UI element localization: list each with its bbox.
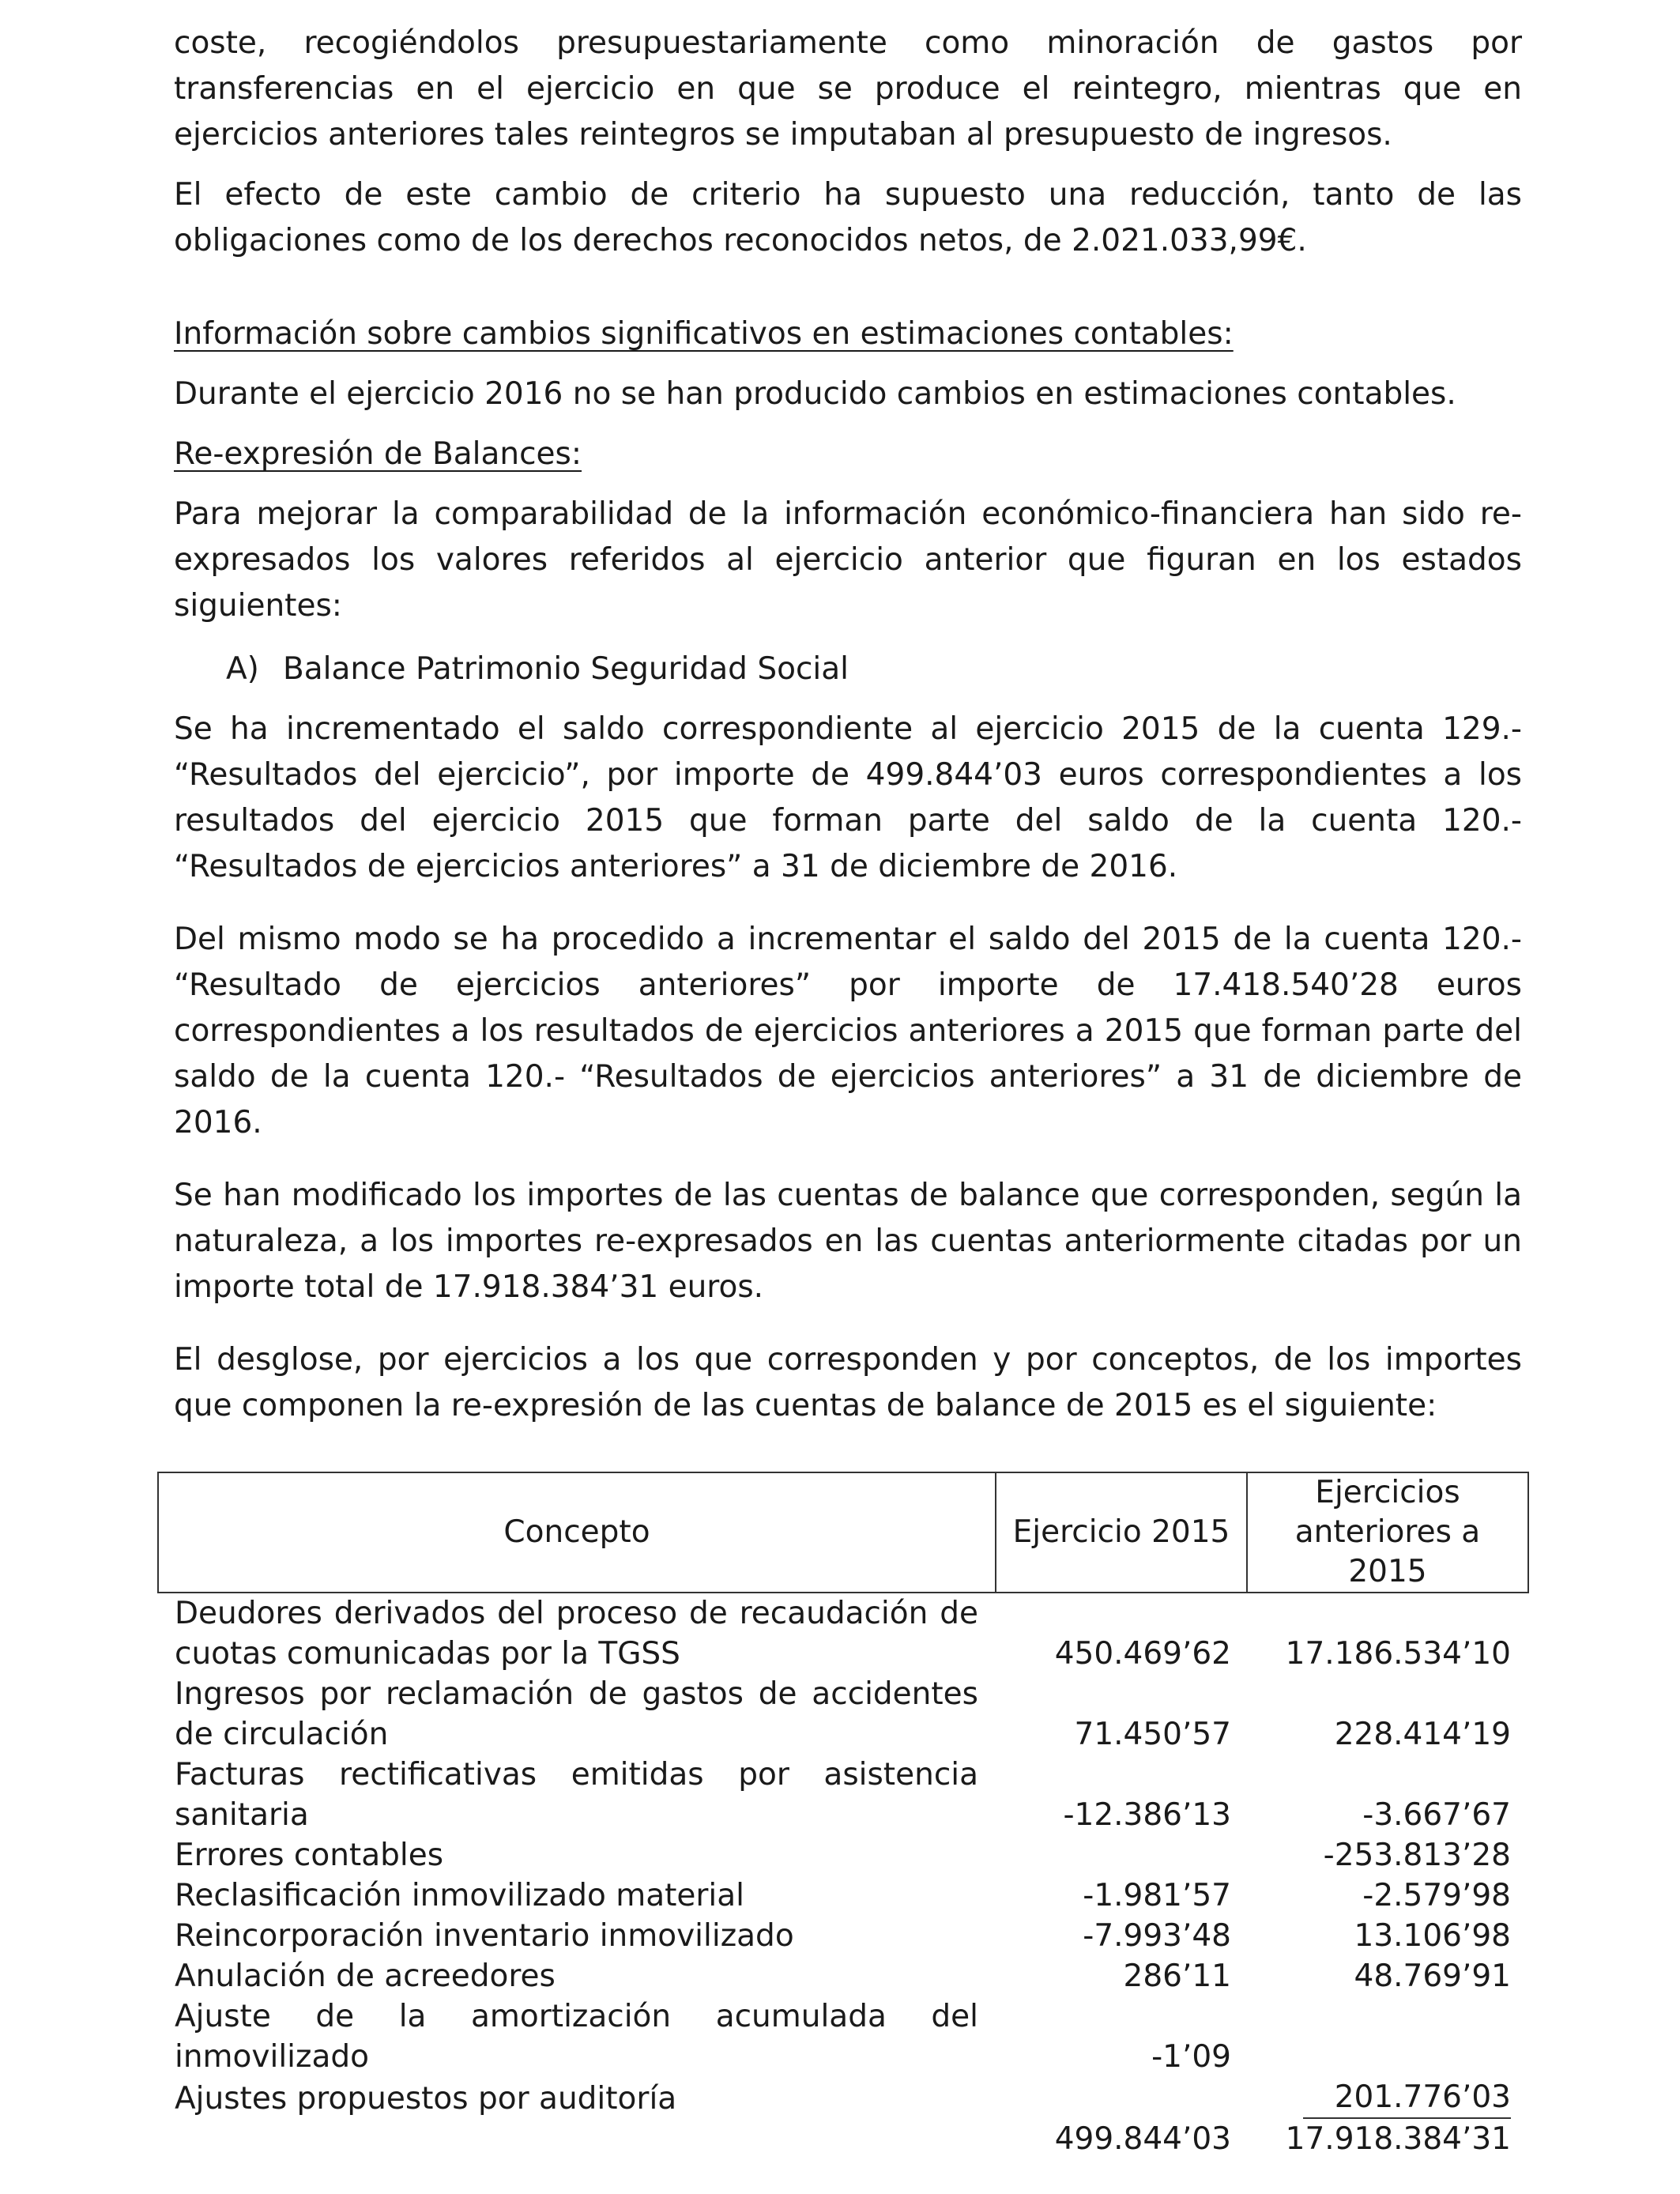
row-concepto: Ajustes propuestos por auditoría (175, 2081, 677, 2117)
row-ejercicio-2015 (996, 1835, 1247, 1875)
row-concepto: Ajuste de la amortización acumulada del inmovilizado (175, 1999, 978, 2075)
paragraph-resultados-ejercicio: Se ha incrementado el saldo correspondiente al ejercicio 2015 de la cuenta 129.- “Resultados del ejercicio”, por importe de 499.844’03 euros correspondientes a los resultados del ejercicio 2015 que forman parte del saldo de la cuenta 120.- “Resultados de ejercicios anteriores” a 31 de diciembre de 2016. (174, 711, 1522, 884)
row-anteriores: -253.813’28 (1323, 1838, 1511, 1873)
paragraph-resultados-anteriores: Del mismo modo se ha procedido a incrementar el saldo del 2015 de la cuenta 120.- “Resultado de ejercicios anteriores” por importe de 17.418.540’28 euros correspondientes a los resultados de ejercicios anteriores a 2015 que forman parte del saldo de la cuenta 120.- “Resultados de ejercicios anteriores” a 31 de diciembre de 2016. (174, 922, 1522, 1140)
table-row (158, 1956, 1528, 1996)
total-label-empty (158, 2119, 996, 2159)
row-ejercicio-2015: 450.469’62 (1054, 1636, 1231, 1672)
row-concepto: Reincorporación inventario inmovilizado (175, 1918, 794, 1954)
row-ejercicio-2015: -7.993’48 (1083, 1918, 1231, 1954)
row-ejercicio-2015: -1.981’57 (1083, 1878, 1231, 1913)
row-ejercicio-2015: -1’09 (1151, 2039, 1231, 2075)
row-anteriores: -2.579’98 (1362, 1878, 1511, 1913)
row-anteriores (1247, 1996, 1528, 2077)
paragraph-desglose: El desglose, por ejercicios a los que corresponden y por conceptos, de los importes que componen la re-expresión de las cuentas de balance de 2015 es el siguiente: (174, 1342, 1522, 1423)
row-anteriores: -3.667’67 (1362, 1797, 1511, 1833)
paragraph-estimaciones: Durante el ejercicio 2016 no se han producido cambios en estimaciones contables. (174, 376, 1456, 412)
table-header-row (158, 1472, 1528, 1593)
row-anteriores: 228.414’19 (1334, 1717, 1511, 1752)
total-anteriores: 17.918.384’31 (1285, 2121, 1511, 2157)
table-row (158, 1755, 1528, 1835)
row-concepto: Anulación de acreedores (175, 1958, 556, 1994)
row-ejercicio-2015 (996, 2077, 1247, 2119)
header-ejercicio-2015: Ejercicio 2015 (996, 1472, 1247, 1593)
paragraph-comparabilidad: Para mejorar la comparabilidad de la información económico-financiera han sido re-expresados los valores referidos al ejercicio anterior que figuran en los estados siguientes: (174, 496, 1522, 624)
row-concepto: Facturas rectificativas emitidas por asistencia sanitaria (175, 1757, 978, 1833)
row-concepto: Deudores derivados del proceso de recaudación de cuotas comunicadas por la TGSS (175, 1596, 978, 1672)
last-value-underlined: 201.776’03 (1303, 2077, 1511, 2119)
subheading-letter: A) (226, 651, 259, 687)
table-total-row (158, 2119, 1528, 2159)
row-anteriores: 17.186.534’10 (1285, 1636, 1511, 1672)
subheading-text: Balance Patrimonio Seguridad Social (283, 651, 849, 687)
table-row (158, 1916, 1528, 1956)
row-anteriores: 48.769’91 (1354, 1958, 1511, 1994)
table-row (158, 1674, 1528, 1755)
header-ejercicios-anteriores: Ejercicios anteriores a 2015 (1247, 1472, 1528, 1593)
row-ejercicio-2015: 71.450’57 (1074, 1717, 1231, 1752)
row-anteriores: 13.106’98 (1354, 1918, 1511, 1954)
paragraph-coste: coste, recogiéndolos presupuestariamente como minoración de gastos por transferencias en el ejercicio en que se produce el reintegro, mientras que en ejercicios anteriores tales reintegros se imputaban al presupuesto de ingresos. (174, 25, 1522, 153)
total-ejercicio-2015: 499.844’03 (1054, 2121, 1231, 2157)
paragraph-efecto-cambio: El efecto de este cambio de criterio ha supuesto una reducción, tanto de las obligaciones como de los derechos reconocidos netos, de 2.021.033,99€. (174, 177, 1522, 258)
table-row (158, 1593, 1528, 1674)
row-anteriores-last (1247, 2077, 1528, 2119)
reexpression-breakdown-table (157, 1472, 1529, 2159)
heading-reexpresion-balances: Re-expresión de Balances: (174, 436, 582, 472)
row-concepto: Ingresos por reclamación de gastos de accidentes de circulación (175, 1676, 978, 1752)
row-ejercicio-2015: 286’11 (1123, 1958, 1231, 1994)
row-ejercicio-2015: -12.386’13 (1063, 1797, 1231, 1833)
table-row (158, 1875, 1528, 1916)
row-concepto: Errores contables (175, 1838, 444, 1873)
table-row (158, 1996, 1528, 2077)
heading-estimaciones-contables: Información sobre cambios significativos en estimaciones contables: (174, 316, 1234, 352)
header-concepto: Concepto (158, 1472, 996, 1593)
row-concepto: Reclasificación inmovilizado material (175, 1878, 744, 1913)
subheading-balance-patrimonio (174, 647, 1522, 692)
table-row (158, 1835, 1528, 1875)
document-body (174, 21, 1522, 1429)
paragraph-importes-modificados: Se han modificado los importes de las cuentas de balance que corresponden, según la naturaleza, a los importes re-expresados en las cuentas anteriormente citadas por un importe total de 17.918.384’31 euros. (174, 1178, 1522, 1305)
table-row (158, 2077, 1528, 2119)
